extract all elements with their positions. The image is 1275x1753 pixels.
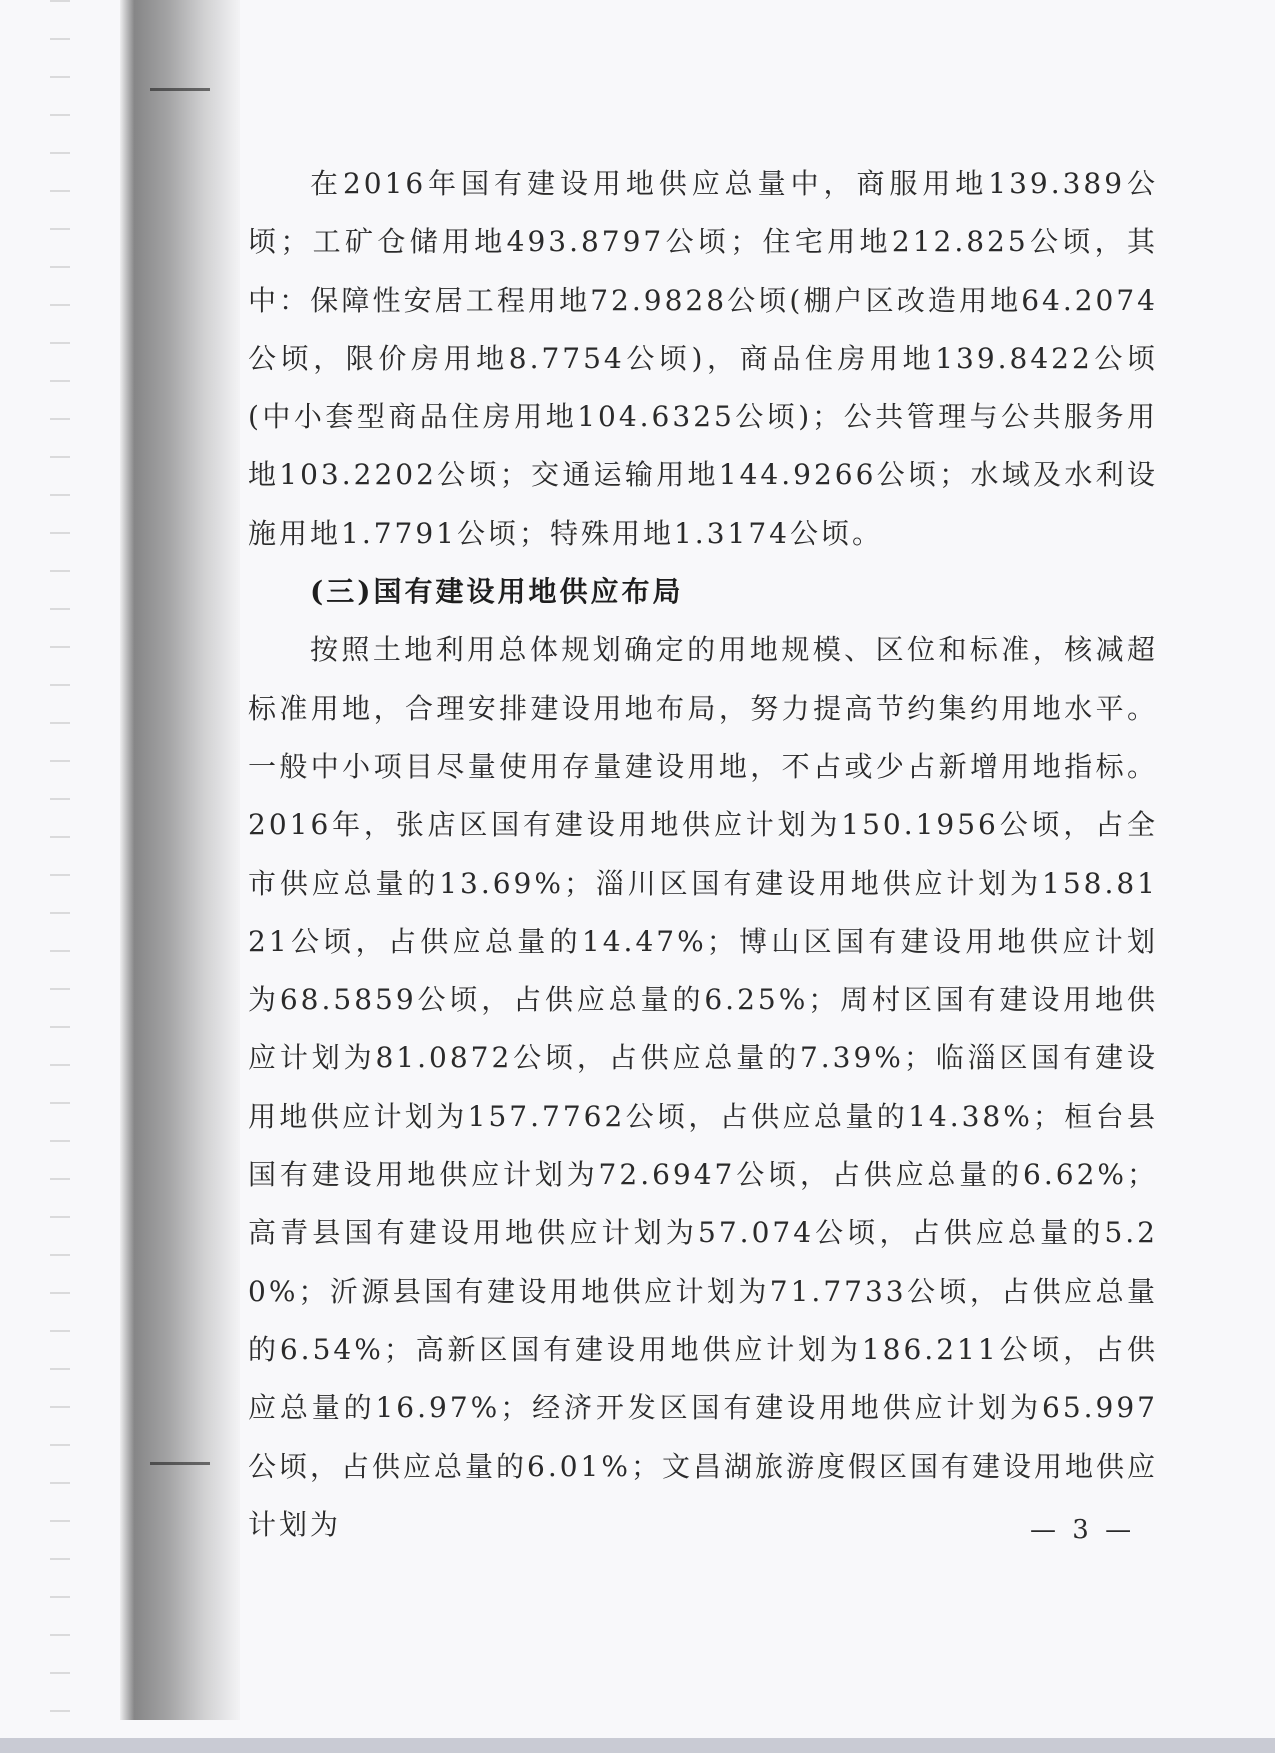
page-number: — 3 — [1030, 1515, 1136, 1545]
section-heading: (三)国有建设用地供应布局 [310, 575, 684, 609]
scan-edge-mark [150, 88, 210, 91]
land-use-paragraph: 在2016年国有建设用地供应总量中，商服用地139.389公顷；工矿仓储用地493.8797公顷；住宅用地212.825公顷，其中：保障性安居工程用地72.9828公顷(棚户区改造用地64.2074公顷，限价房用地8.7754公顷)，商品住房用地139.8422公顷(中小套型商品住房用地104.6325公顷)；公共管理与公共服务用地103.2202公顷；交通运输用地144.9266公顷；水域及水利设施用地1.7791公顷；特殊用地1.3174公顷。 [248, 167, 1158, 550]
document-body [248, 155, 1158, 1554]
scan-edge-mark [150, 1462, 210, 1465]
scan-bottom-edge [0, 1738, 1275, 1753]
layout-paragraph: 按照土地利用总体规划确定的用地规模、区位和标准，核减超标准用地，合理安排建设用地布局，努力提高节约集约用地水平。一般中小项目尽量使用存量建设用地，不占或少占新增用地指标。2016年，张店区国有建设用地供应计划为150.1956公顷，占全市供应总量的13.69%；淄川区国有建设用地供应计划为158.8121公顷，占供应总量的14.47%；博山区国有建设用地供应计划为68.5859公顷，占供应总量的6.25%；周村区国有建设用地供应计划为81.0872公顷，占供应总量的7.39%；临淄区国有建设用地供应计划为157.7762公顷，占供应总量的14.38%；桓台县国有建设用地供应计划为72.6947公顷，占供应总量的6.62%；高青县国有建设用地供应计划为57.074公顷，占供应总量的5.20%；沂源县国有建设用地供应计划为71.7733公顷，占供应总量的6.54%；高新区国有建设用地供应计划为186.211公顷，占供应总量的16.97%；经济开发区国有建设用地供应计划为65.997公顷，占供应总量的6.01%；文昌湖旅游度假区国有建设用地供应计划为 [248, 633, 1158, 1541]
scan-edge-dots [50, 0, 70, 1753]
